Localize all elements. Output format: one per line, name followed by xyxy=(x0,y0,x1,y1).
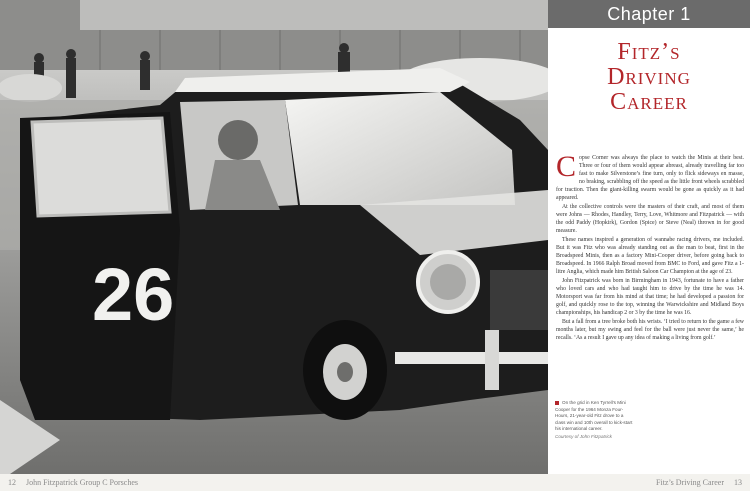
photo-credit: Courtesy of John Fitzpatrick xyxy=(555,433,612,439)
car-number: 26 xyxy=(92,253,175,336)
paragraph: These names inspired a generation of wannabe racing drivers, me included. But it was Fitz who was already standing out as the man to beat, first in the Broadspeed Minis, then as a factory Mini-Cooper driver, before going back to Broadspeed. In 1966 Ralph Broad moved from BMC to Ford, and gave Fitz a 1-litre Anglia, which made him British Saloon Car Champion at the age of 23. xyxy=(556,237,744,275)
photo-caption xyxy=(555,400,635,441)
page-footer xyxy=(0,474,750,491)
running-title-right: Fitz’s Driving Career xyxy=(656,478,724,487)
body-text xyxy=(556,150,744,344)
title-line-2: Driving xyxy=(607,64,691,90)
footer-left xyxy=(8,474,138,491)
running-title-left: John Fitzpatrick Group C Porsches xyxy=(26,478,138,487)
paragraph: John Fitzpatrick was born in Birmingham in 1943, fortunate to have a father who loved cars and who had taught him to drive by the time he was 14. Motorsport was far from his mind at that time; he had developed a passion for golf, and quickly rose to the top, winning the Warwickshire and Midland Boys championships, his handicap 2 or 3 by the time he was 16. xyxy=(556,278,744,316)
footer-right xyxy=(656,474,742,491)
paragraph xyxy=(556,150,744,202)
page-number-right: 13 xyxy=(734,478,742,487)
title-line-3: Career xyxy=(610,89,688,115)
drop-cap: C xyxy=(556,150,577,183)
caption-text: On the grid in Ken Tyrrell’s Mini Cooper for the 1964 Monza Four-Hours, 21-year-old Fitz drove to a class win and 10th overall to kick-start his international career. xyxy=(555,400,633,432)
caption-marker xyxy=(555,401,559,405)
page-number-left: 12 xyxy=(8,478,16,487)
title-line-1: Fitz’s xyxy=(617,39,681,65)
paragraph-text: opse Corner was always the place to watch the Minis at their best. Three or four of them would appear abreast, already travelling far too fast to make Silverstone’s fine turn, only to flick sideways en masse, no braking, scrabbling off the speed as the little front wheels scrabbled for traction. Then the giant-killing swarm would be gone as quickly as it had appeared. xyxy=(556,155,744,201)
chapter-title xyxy=(548,40,750,115)
chapter-heading: Chapter 1 xyxy=(548,0,750,28)
paragraph: At the collective controls were the masters of their craft, and most of them were Johns — Rhodes, Handley, Terry, Love, Whitmore and Fitzpatrick — with the odd Paddy (Hopkirk), Gordon (Spice) or Steve (Neal) thrown in for good measure. xyxy=(556,203,744,234)
paragraph: But a fall from a tree broke both his wrists. ‘I tried to return to the game a few months later, but my swing and feel for the ball were just never the same,’ he recalls. ‘As a result I gave up any idea of making a living from golf.’ xyxy=(556,319,744,341)
